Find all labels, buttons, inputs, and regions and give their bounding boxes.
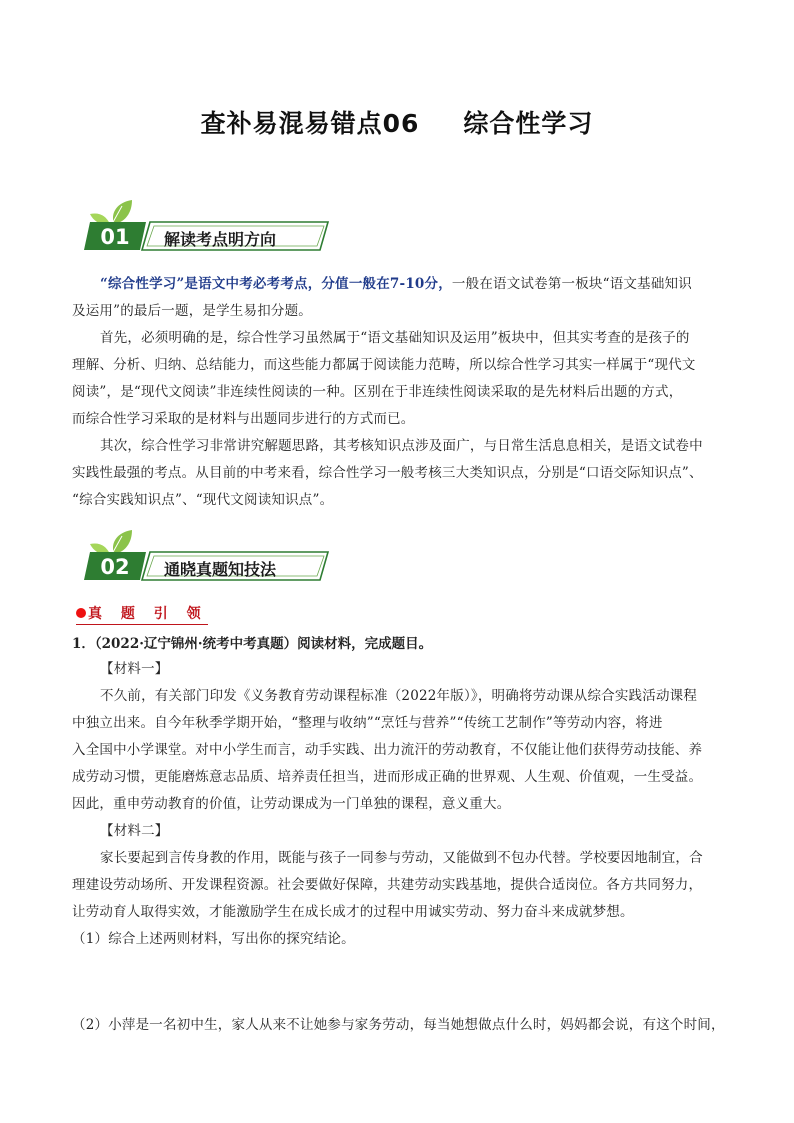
- section-header-1: [80, 196, 330, 256]
- intro-text: [72, 271, 726, 514]
- material-text-line: 让劳动育人取得实效，才能激励学生在成长成才的过程中用诚实劳动、努力奋斗来成就梦想。: [72, 904, 634, 920]
- intro-text-line: 阅读”，是“现代文阅读”非连续性阅读的一种。区别在于非连续性阅读采取的是先材料后出题的方式，: [72, 384, 683, 400]
- material-label: 【材料二】: [100, 823, 169, 839]
- red-dot-icon: [76, 608, 86, 618]
- material-text-line: 入全国中小学课堂。对中小学生而言，动手实践、出力流汗的劳动教育，不仅能让他们获得劳动技能、养: [72, 742, 703, 758]
- intro-text-line: 其次，综合性学习非常讲究解题思路，其考核知识点涉及面广，与日常生活息息相关，是语文试卷中: [100, 438, 703, 454]
- question-stem: 1．（2022·辽宁锦州·统考中考真题）阅读材料，完成题目。: [72, 636, 433, 652]
- intro-text-line: 及运用”的最后一题，是学生易扣分题。: [72, 303, 313, 319]
- sub-question-2: （2）小萍是一名初中生，家人从来不让她参与家务劳动，每当她想做点什么时，妈妈都会说，有这个时间，: [72, 1017, 725, 1033]
- real-exam-heading: [76, 603, 208, 625]
- section-label: 解读考点明方向: [164, 230, 277, 249]
- intro-text-line: 首先，必须明确的是，综合性学习虽然属于“语文基础知识及运用”板块中，但其实考查的是孩子的: [100, 330, 690, 346]
- intro-text-line: 而综合性学习采取的是材料与出题同步进行的方式而已。: [72, 411, 415, 427]
- sub-question-2-block: [72, 1012, 726, 1039]
- section-label: 通晓真题知技法: [164, 560, 277, 579]
- page-title-topic: 综合性学习: [463, 109, 594, 138]
- intro-highlight: “综合性学习”是语文中考必考考点，分值一般在7-10分，: [100, 276, 452, 292]
- material-label: 【材料一】: [100, 661, 169, 677]
- question-body: [72, 656, 726, 953]
- material-text-line: 不久前，有关部门印发《义务教育劳动课程标准（2022年版）》，明确将劳动课从综合实践活动课程: [100, 688, 698, 704]
- intro-text-line: 理解、分析、归纳、总结能力，而这些能力都属于阅读能力范畴，所以综合性学习其实一样属于“现代文: [72, 357, 696, 373]
- material-text-line: 因此，重申劳动教育的价值，让劳动课成为一门单独的课程，意义重大。: [72, 796, 511, 812]
- page-title-main: 查补易混易错点06: [200, 109, 420, 138]
- real-exam-heading-text: 真 题 引 领: [88, 606, 208, 622]
- material-text-line: 理建设劳动场所、开发课程资源。社会要做好保障，共建劳动实践基地，提供合适岗位。各方共同努力，: [72, 877, 703, 893]
- material-text-line: 家长要起到言传身教的作用，既能与孩子一同参与劳动，又能做到不包办代替。学校要因地制宜，合: [100, 850, 703, 866]
- section-number: 02: [100, 555, 130, 579]
- intro-text-line: “综合实践知识点”、“现代文阅读知识点”。: [72, 492, 334, 508]
- sub-question-1: （1）综合上述两则材料，写出你的探究结论。: [72, 931, 355, 947]
- material-text-line: 中独立出来。自今年秋季学期开始，“整理与收纳”“烹饪与营养”“传统工艺制作”等劳动内容，将进: [72, 715, 663, 731]
- section-header-2: [80, 526, 330, 586]
- page-title: [0, 104, 794, 140]
- intro-text-line: 一般在语文试卷第一板块“语文基础知识: [451, 276, 692, 292]
- intro-text-line: 实践性最强的考点。从目前的中考来看，综合性学习一般考核三大类知识点，分别是“口语交际知识点”、: [72, 465, 703, 481]
- material-text-line: 成劳动习惯，更能磨炼意志品质、培养责任担当，进而形成正确的世界观、人生观、价值观，一生受益。: [72, 769, 703, 785]
- section-number: 01: [100, 225, 130, 249]
